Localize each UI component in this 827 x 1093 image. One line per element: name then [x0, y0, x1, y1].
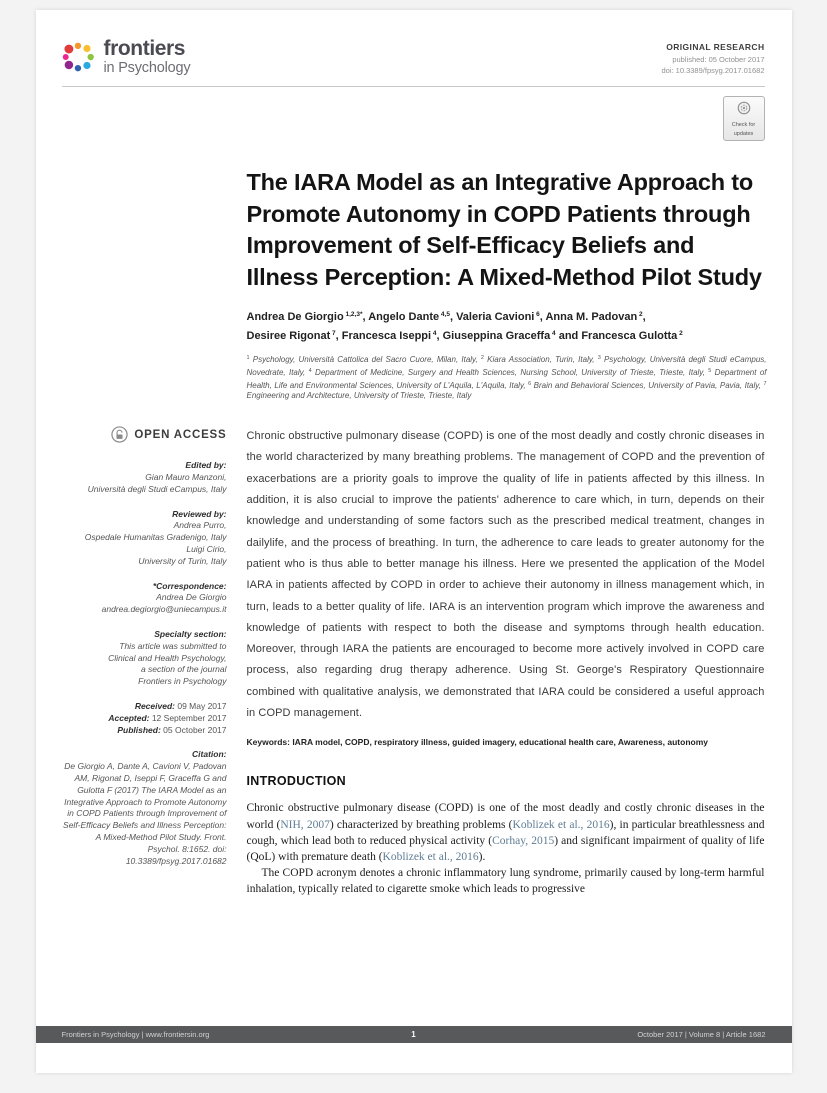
text-segment: ,: [642, 311, 646, 323]
text-segment: ) characterized by breathing problems (: [329, 818, 513, 831]
line: Gian Mauro Manzoni,: [145, 471, 227, 482]
line: Università degli Studi eCampus, Italy: [87, 483, 227, 494]
footer-journal: Frontiers in Psychology | www.frontiersin.org: [61, 1030, 210, 1039]
open-access-icon: [111, 426, 128, 443]
page-header: [62, 10, 765, 77]
article-title: The IARA Model as an Integrative Approach to Promote Autonomy in COPD Patients through Improvement of Self-Efficacy Beliefs and Illness Perception: A Mixed-Method Pilot Study: [246, 169, 762, 290]
citation-link[interactable]: NIH, 2007: [280, 818, 330, 831]
introduction-paragraph-1: [247, 800, 765, 865]
affiliations: [247, 353, 767, 402]
text-segment: Desiree Rigonat: [246, 329, 331, 342]
specialty-section-block: [62, 629, 227, 688]
open-access-label: OPEN ACCESS: [134, 428, 227, 441]
line: Luigi Cirio,: [186, 543, 227, 554]
text-segment: ), in particular breathlessness and cough, which lead both to reduced physical activity (: [246, 818, 765, 847]
line: University of Turin, Italy: [138, 555, 227, 566]
text-segment: Valeria Cavioni: [456, 311, 535, 323]
edited-by-block: [62, 460, 227, 495]
text-segment: 6: [534, 311, 540, 318]
text-segment: ) and significant impairment of quality of life (QoL) with premature death (: [246, 834, 765, 863]
text-segment: 2: [480, 355, 484, 361]
text-segment: Francesca Gulotta: [581, 329, 678, 342]
page-number: 1: [411, 1030, 416, 1039]
journal-page: [36, 10, 792, 1073]
text-segment: ).: [478, 850, 486, 863]
text-segment: and: [555, 329, 582, 342]
main-column: [247, 426, 765, 897]
line: Andrea Purro,: [173, 520, 227, 531]
published-date-line: published: 05 October 2017: [672, 54, 765, 64]
text-segment: 4: [308, 367, 312, 374]
correspondence-label: *Correspondence:: [152, 580, 227, 591]
header-meta: [661, 38, 764, 75]
text-segment: ,: [436, 329, 443, 342]
text-segment: 2: [677, 329, 683, 337]
text-segment: The COPD acronym denotes a chronic inflammatory lung syndrome, primarily caused by long-term harmful inhalation, typically related to cigarette smoke which leads to progressive: [246, 867, 765, 896]
correspondence-block: [62, 581, 227, 616]
frontiers-logo: [62, 38, 191, 77]
correspondence-name: Andrea De Giorgio: [156, 592, 227, 603]
article-type-label: ORIGINAL RESEARCH: [666, 42, 765, 52]
text-segment: 4: [431, 329, 437, 337]
text-segment: ,: [362, 311, 369, 323]
check-updates-text-line1: Check for: [731, 122, 756, 128]
text-segment: 1,2,3*: [343, 311, 363, 318]
received-date: Received: 09 May 2017: [134, 700, 227, 711]
text-segment: 2: [637, 311, 643, 318]
specialty-section-label: Specialty section:: [154, 628, 227, 639]
footer-issue: October 2017 | Volume 8 | Article 1682: [637, 1030, 766, 1039]
text-segment: Andrea De Giorgio: [246, 311, 344, 323]
crossmark-icon: [737, 101, 751, 115]
citation-block: [62, 749, 227, 867]
content-columns: [62, 426, 765, 897]
header-divider: [62, 86, 765, 87]
open-access-row: [62, 426, 227, 443]
text-segment: 3: [597, 355, 601, 361]
logo-text: [104, 38, 191, 77]
text-segment: Department of Medicine, Surgery and Health Sciences, Nursing School, University of Trieste, Trieste, Italy,: [311, 367, 709, 377]
text-segment: 1: [246, 355, 250, 361]
check-for-updates-badge[interactable]: [723, 96, 765, 141]
edited-by-lines: [62, 472, 227, 496]
text-segment: 7: [763, 380, 767, 387]
text-segment: Angelo Dante: [368, 311, 440, 323]
keywords-line: Keywords: IARA model, COPD, respiratory illness, guided imagery, educational health care, Awareness, autonomy: [246, 737, 708, 748]
doi-line: doi: 10.3389/fpsyg.2017.01682: [661, 66, 765, 75]
text-segment: ,: [449, 311, 457, 323]
text-segment: ,: [335, 329, 342, 342]
text-segment: 6: [528, 380, 532, 387]
line: This article was submitted to: [119, 640, 227, 651]
text-segment: Engineering and Architecture, University of Trieste, Trieste, Italy: [246, 391, 472, 401]
citation-label: Citation:: [192, 749, 227, 760]
citation-link[interactable]: Koblizek et al., 2016: [382, 850, 479, 863]
history-dates-block: [62, 701, 227, 736]
citation-link[interactable]: Koblizek et al., 2016: [512, 818, 610, 831]
text-segment: Psychology, Università degli Studi eCampus, Novedrate, Italy,: [246, 355, 767, 377]
text-segment: Giuseppina Graceffa: [442, 329, 551, 342]
text-segment: 5: [708, 367, 712, 374]
title-block: [247, 167, 767, 402]
accepted-date: Accepted: 12 September 2017: [108, 712, 227, 723]
citation-text: De Giorgio A, Dante A, Cavioni V, Padovan AM, Rigonat D, Iseppi F, Graceffa G and Gulotta F (2017) The IARA Model as an Integrative Approach to Promote Autonomy in COPD Patients through Improvement of Self-Efficacy Beliefs and Illness Perception: A Mixed-Method Pilot Study. Front. Psychol. 8:1652. doi: 10.3389/fpsyg.2017.01682: [63, 761, 227, 866]
specialty-section-lines: [62, 641, 227, 688]
reviewed-by-lines: [62, 520, 227, 567]
logo-subtitle: in Psychology: [103, 60, 191, 76]
text-segment: Francesca Iseppi: [341, 329, 432, 342]
page-footer: [36, 1026, 792, 1043]
line: Frontiers in Psychology: [138, 676, 227, 687]
reviewed-by-label: Reviewed by:: [172, 508, 227, 519]
check-updates-text-line2: updates: [733, 130, 754, 137]
logo-title: frontiers: [103, 37, 186, 60]
text-segment: 7: [330, 329, 336, 337]
line: Clinical and Health Psychology,: [108, 652, 227, 663]
text-segment: Psychology, Università Cattolica del Sacro Cuore, Milan, Italy,: [249, 355, 481, 364]
text-segment: Kiara Association, Turin, Italy,: [483, 355, 598, 364]
correspondence-email[interactable]: andrea.degiorgio@uniecampus.it: [101, 604, 227, 615]
text-segment: Chronic obstructive pulmonary disease (COPD) is one of the most deadly and costly chronic diseases in the world (: [246, 802, 765, 831]
text-segment: 4: [550, 329, 556, 337]
frontiers-logo-icon: [62, 40, 96, 74]
abstract-text: Chronic obstructive pulmonary disease (COPD) is one of the most deadly and costly chronic diseases in the world characterized by many breathing problems. The management of COPD and the prevention of exacerbations are a priority goals to improve the quality of life in patients affected by this illness. In addition, it is also crucial to improve the patients' adherence to care which, in turn, depends on their knowledge and understanding of some factors such as the prescribed medical treatment, changes in dailylife, and the process of breathing. In turn, the adherence to care leads to greater autonomy for the patient who is thus able to better manage his illness. Here we presented the application of the Model IARA in patients affected by COPD in order to achieve their autonomy in illness management which, in turn, leads to a better quality of life. IARA is an intervention program which improve the awareness and knowledge of patients with respect to both the disease and symptoms through health education. Moreover, through IARA the patients are encouraged to become more actively involved in COPD care process, also regarding drug therapy adherence. Using St. George's Respiratory Questionnaire combined with qualitative analysis, we demonstrated that IARA could be considered a useful approach in COPD management.: [246, 430, 765, 720]
text-segment: Brain and Behavioral Sciences, University of Pavia, Pavia, Italy,: [531, 380, 764, 390]
citation-link[interactable]: Corhay, 2015: [492, 834, 555, 847]
published-date: Published: 05 October 2017: [117, 724, 227, 735]
article-info-sidebar: [62, 426, 227, 897]
text-segment: Department of Health, Life and Environmental Sciences, University of L'Aquila, L'Aquila, Italy,: [246, 367, 767, 390]
authors-line: [247, 307, 767, 344]
edited-by-label: Edited by:: [185, 460, 227, 471]
line: Ospedale Humanitas Gradenigo, Italy: [84, 532, 227, 543]
text-segment: Anna M. Padovan: [545, 311, 638, 323]
line: a section of the journal: [140, 664, 227, 675]
introduction-heading: INTRODUCTION: [246, 774, 346, 789]
text-segment: 4,5: [439, 311, 450, 318]
reviewed-by-block: [62, 509, 227, 568]
badge-row: [62, 96, 765, 141]
text-segment: ,: [539, 311, 546, 323]
introduction-paragraph-2: [247, 865, 765, 897]
